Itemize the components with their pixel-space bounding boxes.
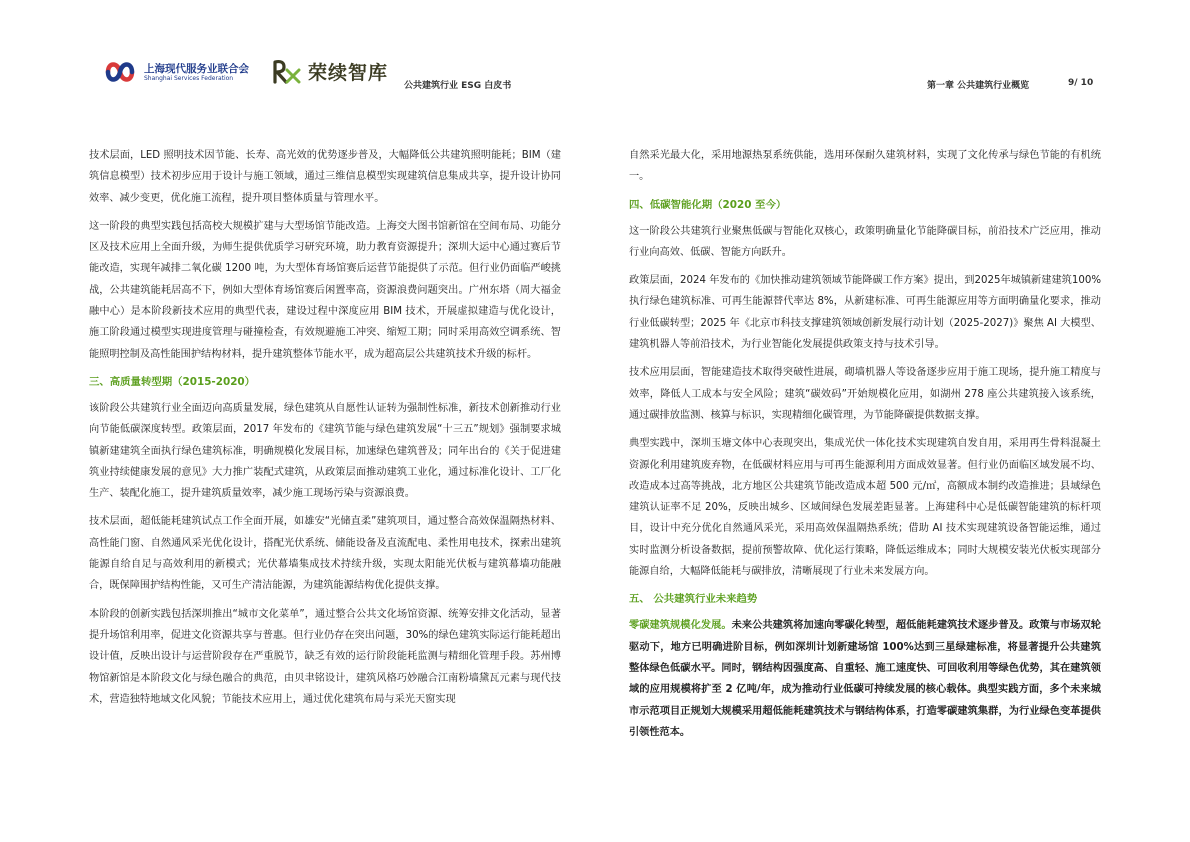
- brand-name: 荣续智库: [308, 62, 389, 84]
- paragraph: 技术层面，超低能耗建筑试点工作全面开展，如雄安“光储直柔”建筑项目，通过整合高效保温隔热材料、高性能门窗、自然通风采光优化设计，搭配光伏系统、储能设备及直流配电、柔性用电技术，探索出建筑能源自给自足与高效利用的新模式；光伏幕墙集成技术持续升级，实现太阳能光伏板与建筑幕墙功能融合，既保障围护结构性能，又可生产清洁能源，为建筑能源结构优化提供支撑。: [89, 516, 561, 592]
- trend-paragraph: [629, 615, 1101, 743]
- rx-logo-icon: [272, 58, 302, 84]
- document-title: 公共建筑行业 ESG 白皮书: [404, 81, 512, 91]
- right-column: [629, 145, 1101, 750]
- paragraph: 这一阶段公共建筑行业聚焦低碳与智能化双核心，政策明确量化节能降碳目标，前沿技术广泛应用，推动行业向高效、低碳、智能方向跃升。: [629, 225, 1101, 258]
- left-column: [89, 145, 561, 717]
- paragraph: 这一阶段的典型实践包括高校大规模扩建与大型场馆节能改造。上海交大图书馆新馆在空间布局、功能分区及技术应用上全面升级，为师生提供优质学习研究环境，助力教育资源提升；深圳大运中心通过赛后节能改造，实现年减排二氧化碳 1200 吨，为大型体育场馆赛后运营节能提供了示范。但行业仍面临严峻挑战，公共建筑能耗居高不下，例如大型体育场馆赛后闲置率高，资源浪费问题突出。广州东塔（周大福金融中心）是本阶段新技术应用的典型代表，建设过程中深度应用 BIM 技术，开展虚拟建造与优化设计，施工阶段通过模型实现进度管理与碰撞检查，有效规避施工冲突、缩短工期；同时采用高效空调系统、智能照明控制及高性能围护结构材料，提升建筑整体节能水平，成为超高层公共建筑技术升级的标杆。: [89, 220, 561, 360]
- trend-body: 未来公共建筑将加速向零碳化转型，超低能耗建筑技术逐步普及。政策与市场双轮驱动下，地方已明确进阶目标，例如深圳计划新建场馆 100%达到三星绿建标准，将显著提升公共建筑整体绿色低碳水平。同时，钢结构因强度高、自重轻、施工速度快、可回收利用等绿色优势，其在建筑领域的应用规模将扩至 2 亿吨/年，成为推动行业低碳可持续发展的核心载体。典型实践方面，多个未来城市示范项目正规划大规模采用超低能耗建筑技术与钢结构体系，打造零碳建筑集群，为行业绿色变革提供引领性范本。: [629, 620, 1101, 738]
- section-heading: 五、 公共建筑行业未来趋势: [629, 593, 758, 606]
- org-name-cn: 上海现代服务业联合会: [144, 63, 249, 75]
- paragraph: 技术应用层面，智能建造技术取得突破性进展，砌墙机器人等设备逐步应用于施工现场，提升施工精度与效率，降低人工成本与安全风险；建筑“碳效码”开始规模化应用，如湖州 278 座公共建筑接入该系统，通过碳排放监测、核算与标识，实现精细化碳管理，为节能降碳提供数据支撑。: [629, 367, 1101, 421]
- paragraph: 典型实践中，深圳玉塘文体中心表现突出，集成光伏一体化技术实现建筑自发自用，采用再生骨料混凝土资源化利用建筑废弃物，在低碳材料应用与可再生能源利用方面成效显著。但行业仍面临区域发展不均、改造成本过高等挑战，北方地区公共建筑节能改造成本超 500 元/㎡，高额成本制约改造推进；县域绿色建筑认证率不足 20%，反映出城乡、区域间绿色发展差距显著。上海建科中心是低碳智能建筑的标杆项目，设计中充分优化自然通风采光，采用高效保温隔热系统；借助 AI 技术实现建筑设备智能运维，通过实时监测分析设备数据，提前预警故障、优化运行策略，降低运维成本；同时大规模安装光伏板实现部分能源自给，大幅降低能耗与碳排放，清晰展现了行业未来发展方向。: [629, 438, 1101, 578]
- shanghai-services-federation-logo-icon: [104, 58, 136, 86]
- paragraph: 政策层面，2024 年发布的《加快推动建筑领域节能降碳工作方案》提出，到2025年城镇新建建筑100%执行绿色建筑标准、可再生能源替代率达 8%，从新建标准、可再生能源应用等方面明确量化要求，推动行业低碳转型；2025 年《北京市科技支撑建筑领域创新发展行动计划（2025-2027)》聚焦 AI 大模型、建筑机器人等前沿技术，为行业智能化发展提供政策支持与技术引导。: [629, 275, 1101, 351]
- page-header: [0, 0, 1190, 110]
- org-name-en: Shanghai Services Federation: [144, 75, 234, 82]
- trend-lead: 零碳建筑规模化发展。: [629, 620, 732, 632]
- section-heading: 四、低碳智能化期（2020 至今）: [629, 198, 787, 211]
- paragraph: 技术层面，LED 照明技术因节能、长寿、高光效的优势逐步普及，大幅降低公共建筑照明能耗；BIM（建筑信息模型）技术初步应用于设计与施工领域，通过三维信息模型实现建筑信息集成共享，提升设计协同效率、减少变更，优化施工流程，提升项目整体质量与管理水平。: [89, 150, 561, 204]
- paragraph: 自然采光最大化，采用地源热泵系统供能，选用环保耐久建筑材料，实现了文化传承与绿色节能的有机统一。: [629, 150, 1101, 183]
- chapter-title: 第一章 公共建筑行业概览: [927, 81, 1030, 91]
- page-number: 9/ 10: [1068, 78, 1094, 88]
- paragraph: 该阶段公共建筑行业全面迈向高质量发展，绿色建筑从自愿性认证转为强制性标准，新技术创新推动行业向节能低碳深度转型。政策层面，2017 年发布的《建筑节能与绿色建筑发展“十三五”规划》强制要求城镇新建建筑全面执行绿色建筑标准，明确规模化发展目标，加速绿色建筑普及；同年出台的《关于促进建筑业持续健康发展的意见》大力推广装配式建筑，从政策层面推动建筑工业化，通过标准化设计、工厂化生产、装配化施工，提升建筑质量效率，减少施工现场污染与资源浪费。: [89, 402, 561, 500]
- paragraph: 本阶段的创新实践包括深圳推出“城市文化菜单”，通过整合公共文化场馆资源、统筹安排文化活动，显著提升场馆利用率，促进文化资源共享与普惠。但行业仍存在突出问题，30%的绿色建筑实际运行能耗超出设计值，反映出设计与运营阶段存在严重脱节，缺乏有效的运行阶段能耗监测与精细化管理手段。苏州博物馆新馆是本阶段文化与绿色融合的典范，由贝聿铭设计，建筑风格巧妙融合江南粉墙黛瓦元素与现代技术，营造独特地域文化风貌；节能技术应用上，通过优化建筑布局与采光天窗实现: [89, 608, 561, 705]
- section-heading: 三、高质量转型期（2015-2020）: [89, 375, 256, 388]
